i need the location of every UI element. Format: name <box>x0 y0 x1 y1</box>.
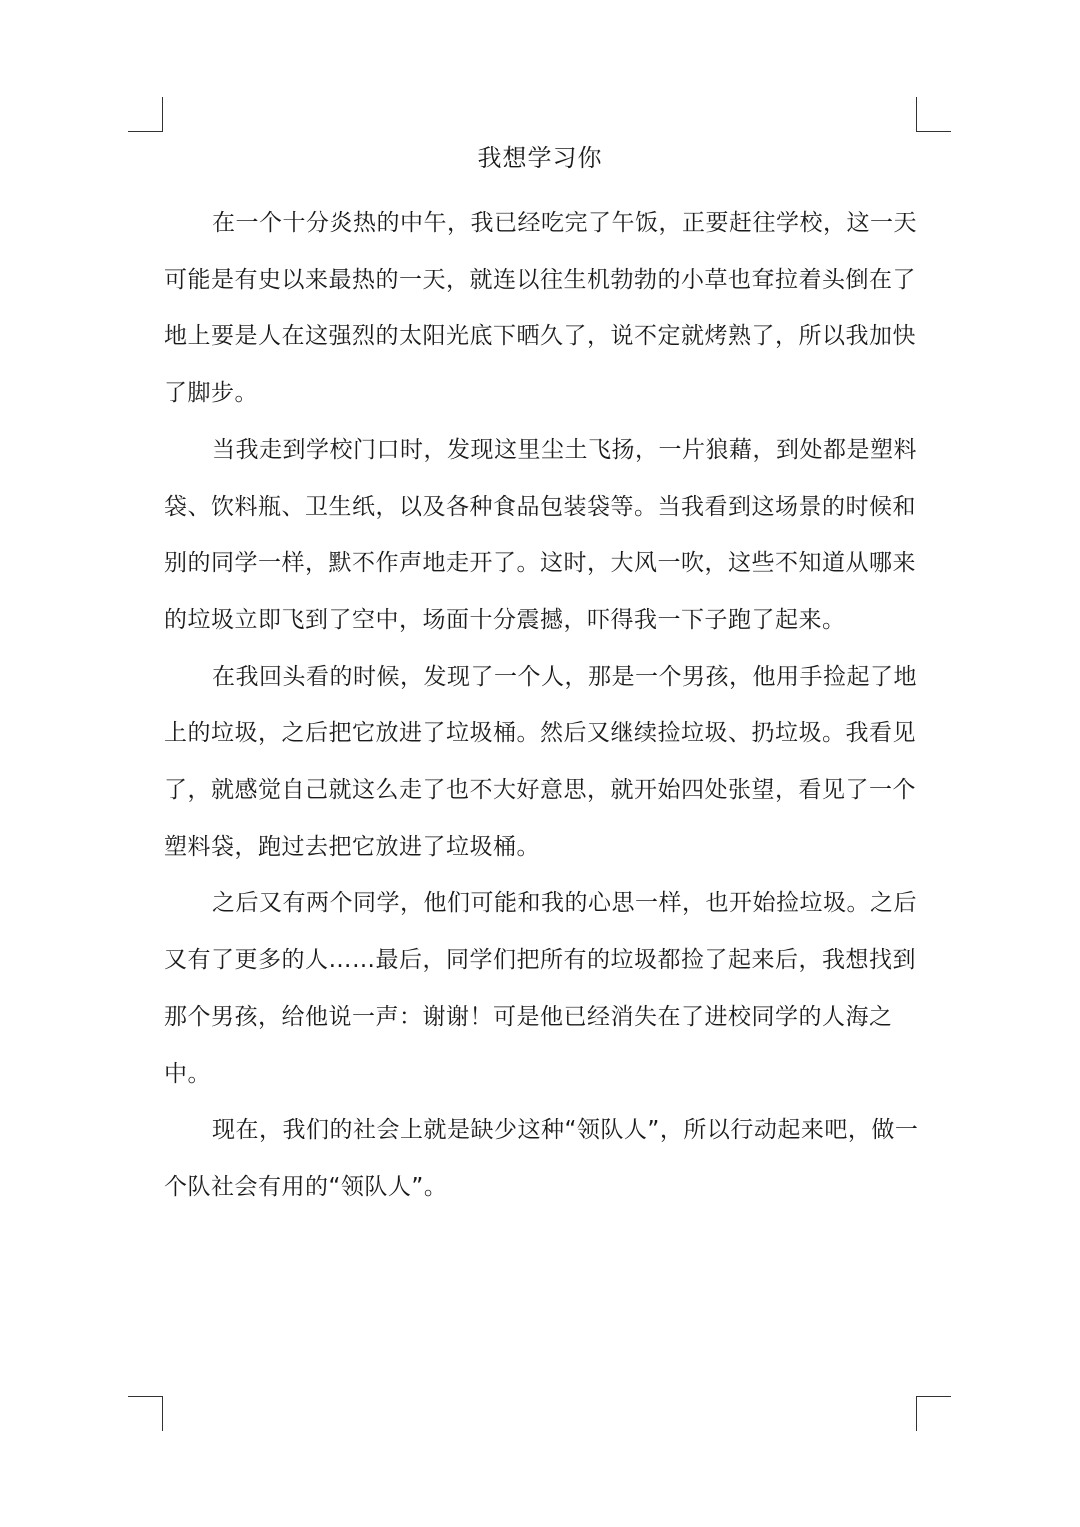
paragraph-5: 现在，我们的社会上就是缺少这种“领队人”，所以行动起来吧，做一个队社会有用的“领队人”。 <box>164 1117 919 1200</box>
paragraph-4: 之后又有两个同学，他们可能和我的心思一样，也开始捡垃圾。之后又有了更多的人……最后，同学们把所有的垃圾都捡了起来后，我想找到那个男孩，给他说一声：谢谢！可是他已经消失在了进校同学的人海之中。 <box>164 890 917 1087</box>
paragraph-2: 当我走到学校门口时，发现这里尘土飞扬，一片狼藉，到处都是塑料袋、饮料瓶、卫生纸，以及各种食品包装袋等。当我看到这场景的时候和别的同学一样，默不作声地走开了。这时，大风一吹，这些不知道从哪来的垃圾立即飞到了空中，场面十分震撼，吓得我一下子跑了起来。 <box>164 436 917 633</box>
paragraph-1: 在一个十分炎热的中午，我已经吃完了午饭，正要赶往学校，这一天可能是有史以来最热的一天，就连以往生机勃勃的小草也耷拉着头倒在了地上要是人在这强烈的太阳光底下晒久了，说不定就烤熟了，所以我加快了脚步。 <box>164 210 917 407</box>
document-body <box>164 195 924 1216</box>
crop-mark-bottom-left <box>128 1396 163 1431</box>
document-title: 我想学习你 <box>477 144 603 172</box>
paragraph-3: 在我回头看的时候，发现了一个人，那是一个男孩，他用手捡起了地上的垃圾，之后把它放进了垃圾桶。然后又继续捡垃圾、扔垃圾。我看见了，就感觉自己就这么走了也不大好意思，就开始四处张望，看见了一个塑料袋，跑过去把它放进了垃圾桶。 <box>164 663 917 860</box>
crop-mark-bottom-right <box>916 1396 951 1431</box>
crop-mark-top-right <box>916 97 951 132</box>
crop-mark-top-left <box>128 97 163 132</box>
